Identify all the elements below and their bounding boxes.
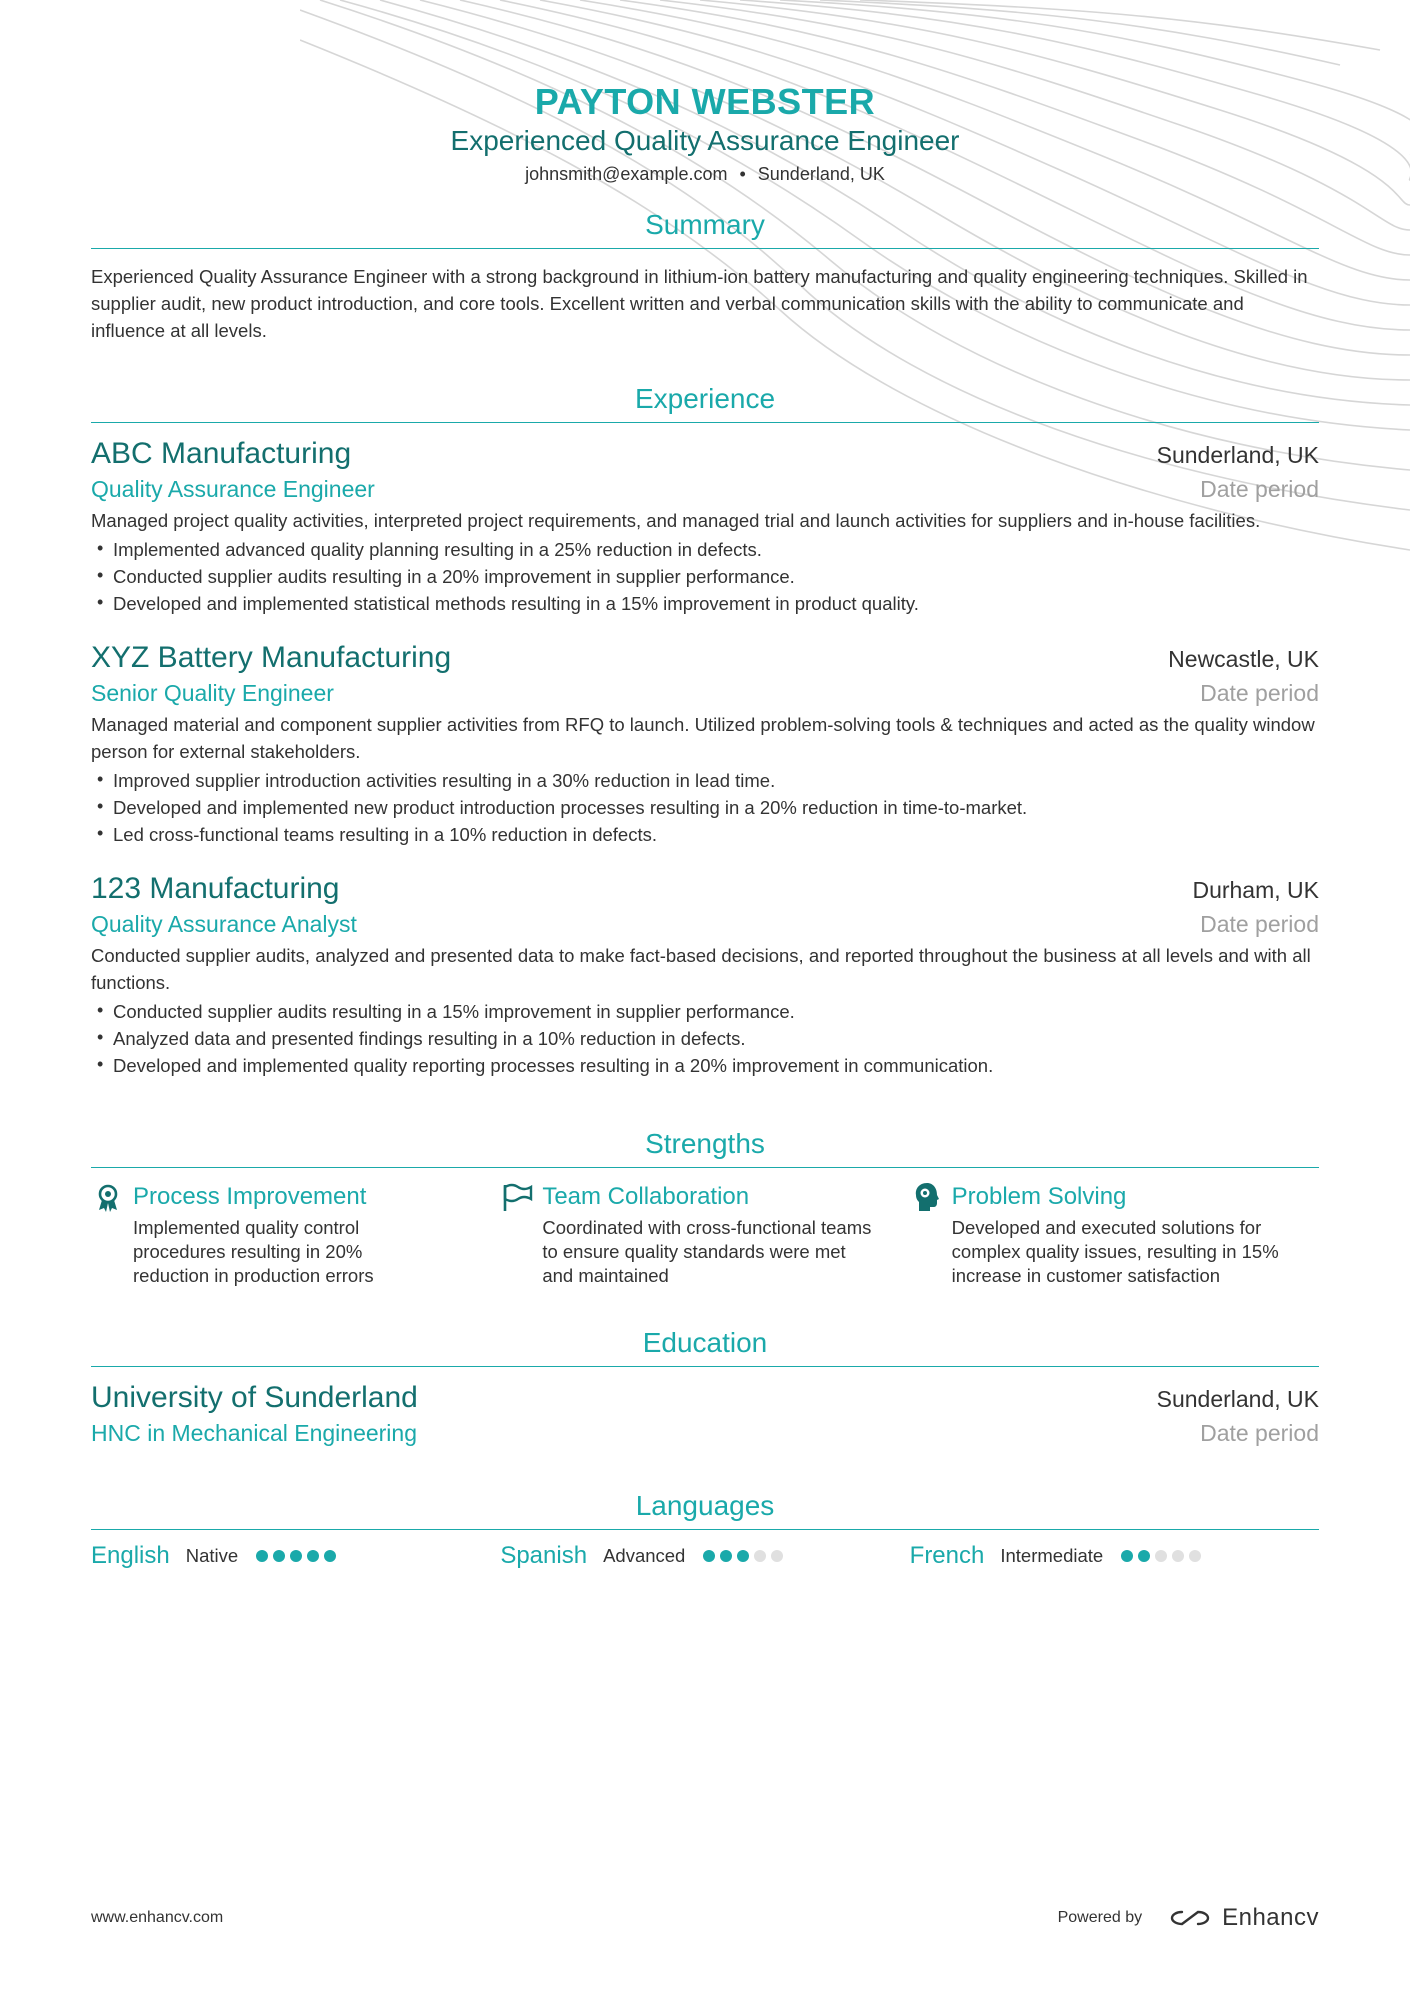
- education-date: Date period: [1200, 1420, 1319, 1446]
- strength-item: [910, 1180, 1319, 1288]
- rating-dot-filled: [290, 1550, 302, 1562]
- rating-dot-filled: [324, 1550, 336, 1562]
- experience-entry: [91, 435, 1319, 617]
- strength-description: Coordinated with cross-functional teams to ensure quality standards were met and maintained: [542, 1217, 872, 1286]
- rating-dot-filled: [1138, 1550, 1150, 1562]
- company-name: XYZ Battery Manufacturing: [91, 641, 452, 674]
- language-level: Advanced: [603, 1545, 686, 1566]
- rating-dot-filled: [273, 1550, 285, 1562]
- bullet-item: • Developed and implemented new product introduction processes resulting in a 20% reduction in time-to-market.: [91, 794, 1319, 821]
- powered-by: [1058, 1904, 1319, 1932]
- company-name: ABC Manufacturing: [91, 437, 352, 470]
- degree: HNC in Mechanical Engineering: [91, 1420, 417, 1446]
- school-location: Sunderland, UK: [1156, 1386, 1319, 1412]
- strength-description: Developed and executed solutions for complex quality issues, resulting in 15% increase in customer satisfaction: [951, 1217, 1279, 1286]
- education-entry: [91, 1379, 1319, 1449]
- language-name: Spanish: [500, 1542, 588, 1569]
- language-rating: [1121, 1550, 1201, 1562]
- section-title-education: Education: [91, 1326, 1319, 1367]
- experience-entry: [91, 639, 1319, 848]
- summary-text: Experienced Quality Assurance Engineer with a strong background in lithium-ion battery manufacturing and quality engineering techniques. Skilled in supplier audit, new product introduction, and core tools. Excellent written and verbal communication skills with the ability to communicate and influence at all levels.: [91, 266, 1308, 341]
- bullet-item: • Developed and implemented quality reporting processes resulting in a 20% improvement in communication.: [91, 1052, 1319, 1079]
- job-role: Quality Assurance Engineer: [91, 476, 375, 502]
- strength-item: [91, 1180, 500, 1288]
- languages-section: [91, 1489, 1319, 1570]
- summary-section: [91, 208, 1319, 344]
- rating-dot-filled: [307, 1550, 319, 1562]
- job-location: Newcastle, UK: [1168, 646, 1319, 672]
- language-level: Native: [185, 1545, 239, 1566]
- resume-page: [91, 0, 1319, 1570]
- enhancv-logo-icon: [1168, 1906, 1212, 1930]
- separator-dot: •: [739, 164, 746, 184]
- rating-dot-empty: [1172, 1550, 1184, 1562]
- language-item: [500, 1542, 909, 1570]
- bullet-item: • Analyzed data and presented findings resulting in a 10% reduction in defects.: [91, 1025, 1319, 1052]
- experience-entry: [91, 870, 1319, 1079]
- language-rating: [703, 1550, 783, 1562]
- job-role: Senior Quality Engineer: [91, 680, 334, 706]
- rating-dot-empty: [1189, 1550, 1201, 1562]
- section-title-experience: Experience: [91, 382, 1319, 423]
- contact-line: [91, 162, 1319, 186]
- language-rating: [256, 1550, 336, 1562]
- strength-title: Problem Solving: [951, 1183, 1127, 1210]
- strength-item: [500, 1180, 909, 1288]
- strength-description: Implemented quality control procedures resulting in 20% reduction in production errors: [133, 1217, 374, 1286]
- rating-dot-empty: [1155, 1550, 1167, 1562]
- language-name: English: [91, 1542, 170, 1569]
- powered-by-label: Powered by: [1057, 1909, 1143, 1926]
- job-bullets: [91, 536, 1319, 617]
- contact-location: Sunderland, UK: [757, 164, 885, 184]
- company-name: 123 Manufacturing: [91, 872, 340, 905]
- brand-name: Enhancv: [1222, 1904, 1319, 1931]
- language-level: Intermediate: [1000, 1545, 1104, 1566]
- footer-site-link[interactable]: www.enhancv.com: [91, 1909, 224, 1926]
- bullet-item: • Improved supplier introduction activities resulting in a 30% reduction in lead time.: [91, 767, 1319, 794]
- job-description: Managed material and component supplier activities from RFQ to launch. Utilized problem-solving tools & techniques and acted as the quality window person for external stakeholders.: [91, 714, 1315, 762]
- experience-section: [91, 382, 1319, 1079]
- bullet-item: • Implemented advanced quality planning resulting in a 25% reduction in defects.: [91, 536, 1319, 563]
- job-date: Date period: [1200, 911, 1319, 937]
- language-item: [910, 1542, 1319, 1570]
- language-item: [91, 1542, 500, 1570]
- contact-email[interactable]: johnsmith@example.com: [525, 164, 728, 184]
- candidate-title: Experienced Quality Assurance Engineer: [450, 125, 960, 156]
- language-name: French: [909, 1542, 985, 1569]
- bullet-item: • Conducted supplier audits resulting in a 20% improvement in supplier performance.: [91, 563, 1319, 590]
- job-bullets: [91, 998, 1319, 1079]
- rating-dot-filled: [1121, 1550, 1133, 1562]
- award-icon: [91, 1180, 125, 1214]
- section-title-strengths: Strengths: [91, 1127, 1319, 1168]
- job-description: Managed project quality activities, interpreted project requirements, and managed trial and launch activities for suppliers and in-house facilities.: [91, 510, 1261, 531]
- rating-dot-empty: [754, 1550, 766, 1562]
- rating-dot-filled: [737, 1550, 749, 1562]
- strength-title: Process Improvement: [133, 1183, 367, 1210]
- job-bullets: [91, 767, 1319, 848]
- job-description: Conducted supplier audits, analyzed and presented data to make fact-based decisions, and reported throughout the business at all levels and with all functions.: [91, 945, 1311, 993]
- job-date: Date period: [1200, 476, 1319, 502]
- bullet-item: • Conducted supplier audits resulting in a 15% improvement in supplier performance.: [91, 998, 1319, 1025]
- bullet-item: • Led cross-functional teams resulting in a 10% reduction in defects.: [91, 821, 1319, 848]
- resume-header: [91, 0, 1319, 186]
- candidate-name: PAYTON WEBSTER: [534, 81, 876, 122]
- job-location: Sunderland, UK: [1156, 442, 1319, 468]
- section-title-languages: Languages: [91, 1489, 1319, 1530]
- rating-dot-filled: [720, 1550, 732, 1562]
- rating-dot-filled: [256, 1550, 268, 1562]
- strengths-section: [91, 1127, 1319, 1288]
- education-section: [91, 1326, 1319, 1449]
- page-footer: [91, 1904, 1319, 1932]
- bullet-item: • Developed and implemented statistical methods resulting in a 15% improvement in product quality.: [91, 590, 1319, 617]
- rating-dot-empty: [771, 1550, 783, 1562]
- strength-title: Team Collaboration: [542, 1183, 750, 1210]
- flag-icon: [500, 1180, 534, 1214]
- rating-dot-filled: [703, 1550, 715, 1562]
- job-role: Quality Assurance Analyst: [91, 911, 357, 937]
- job-location: Durham, UK: [1192, 877, 1319, 903]
- section-title-summary: Summary: [91, 208, 1319, 249]
- job-date: Date period: [1200, 680, 1319, 706]
- school-name: University of Sunderland: [91, 1381, 418, 1414]
- head-brain-icon: [910, 1180, 944, 1214]
